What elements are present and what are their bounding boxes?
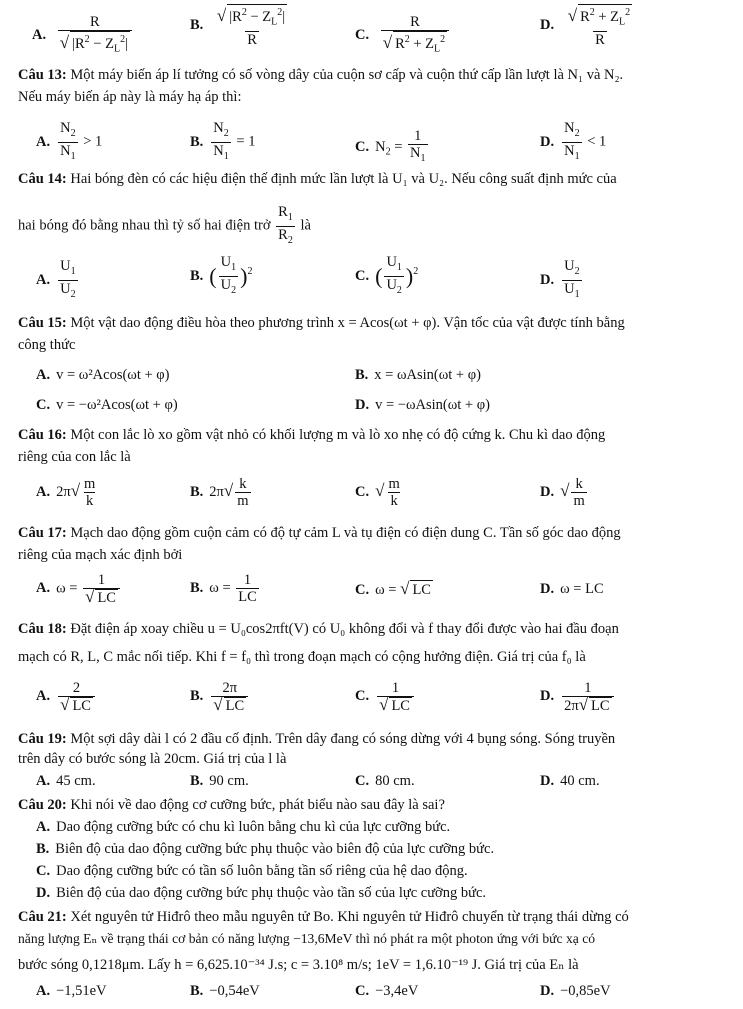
q16-option-c: C. √ $\frac{m}{k}$ [355, 476, 400, 509]
q16-option-a: A. 2π√ $\frac{m}{k}$ [36, 476, 96, 509]
top-option-d: D. $\frac{√ R^2 + Z_L^2}{R}$ [540, 4, 636, 48]
q18-line1: Câu 18: Đặt điện áp xoay chiều u = U₀cos2πft(V) có U₀ không đổi và f thay đổi được vào hai đầu đoạn [18, 621, 619, 637]
q15-option-a: A. v = ω²Acos(ωt + φ) [36, 367, 170, 383]
top-option-a-formula: $\frac{R}{√ |R^2 - Z_L^2|}$ [58, 14, 132, 58]
q17-option-b: B. ω = $\frac{1}{LC}$ [190, 572, 257, 605]
q13-option-a: A. $\frac{N_2}{N_1}$ > 1 [36, 120, 102, 165]
q20-option-c: C. Dao động cưỡng bức có tần số luôn bằng tần số riêng của hệ dao động. [36, 863, 468, 879]
q16-line2: riêng của con lắc là [18, 449, 131, 465]
q17-option-d: D. ω = LC [540, 581, 604, 597]
q13-option-b: B. $\frac{N_2}{N_1}$ = 1 [190, 120, 255, 165]
q17-option-c: C. ω = √ LC [355, 579, 431, 598]
q14-option-c: C. ( $\frac{U_1}{U_2}$ )$^2$ [355, 254, 418, 299]
q15-line1: Câu 15: Một vật dao động điều hòa theo phương trình x = Acos(ωt + φ). Vận tốc của vật được tính bằng [18, 315, 625, 331]
q20-option-b: B. Biên độ của dao động cưỡng bức phụ thuộc vào biên độ của lực cưỡng bức. [36, 841, 495, 857]
q20-option-d: D. Biên độ của dao động cưỡng bức phụ thuộc vào tần số của lực cưỡng bức. [36, 885, 487, 901]
q21-option-a: A. −1,51eV [36, 983, 107, 999]
top-option-c: C. $\frac{R}{√ R^2 + Z_L^2}$ [355, 14, 451, 58]
q17-line1: Câu 17: Mạch dao động gồm cuộn cảm có độ tự cảm L và tụ điện có điện dung C. Tần số góc dao động [18, 525, 621, 541]
q18-option-a: A. $\frac{2}{√ LC}$ [36, 680, 97, 714]
q17-line2: riêng của mạch xác định bởi [18, 547, 183, 563]
q15-option-b: B. x = ωAsin(ωt + φ) [355, 367, 481, 383]
q21-line2: năng lượng Eₙ về trạng thái cơ bản có năng lượng −13,6MeV thì nó phát ra một photon ứng với bức xạ có [18, 931, 596, 946]
top-option-c-formula: $\frac{R}{√ R^2 + Z_L^2}$ [381, 14, 449, 58]
q18-option-c: C. $\frac{1}{√ LC}$ [355, 680, 416, 714]
q19-line2: trên dây có bước sóng là 20cm. Giá trị của l là [18, 751, 287, 767]
q19-option-a: A. 45 cm. [36, 773, 96, 789]
q14-option-b: B. ( $\frac{U_1}{U_2}$ )$^2$ [190, 254, 252, 299]
q21-line1: Câu 21: Xét nguyên tử Hiđrô theo mẫu nguyên tử Bo. Khi nguyên tử Hiđrô chuyển từ trạng thái dừng có [18, 909, 629, 925]
q19-option-b: B. 90 cm. [190, 773, 249, 789]
top-option-a: A. $\frac{R}{√ |R^2 - Z_L^2|}$ [32, 14, 134, 58]
q21-option-c: C. −3,4eV [355, 983, 419, 999]
q19-line1: Câu 19: Một sợi dây dài l có 2 đầu cố định. Trên dây đang có sóng dừng với 4 bụng sóng. Sóng truyền [18, 731, 616, 747]
q21-line3: bước sóng 0,1218μm. Lấy h = 6,625.10⁻³⁴ J.s; c = 3.10⁸ m/s; 1eV = 1,6.10⁻¹⁹ J. Giá trị của Eₙ là [18, 957, 579, 973]
q18-line2: mạch có R, L, C mắc nối tiếp. Khi f = f₀ thì trong đoạn mạch có cộng hưởng điện. Giá trị của f₀ là [18, 649, 586, 665]
q19-option-d: D. 40 cm. [540, 773, 600, 789]
top-option-b-formula: $\frac{√ |R^2 - Z_L^2|}{R}$ [216, 5, 286, 48]
q13-line2: Nếu máy biến áp này là máy hạ áp thì: [18, 89, 242, 105]
q16-line1: Câu 16: Một con lắc lò xo gồm vật nhỏ có khối lượng m và lò xo nhẹ có độ cứng k. Chu kì dao động [18, 427, 606, 443]
q15-option-c: C. v = −ω²Acos(ωt + φ) [36, 397, 178, 413]
q15-line2: công thức [18, 337, 76, 353]
q20-line1: Câu 20: Khi nói về dao động cơ cưỡng bức, phát biểu nào sau đây là sai? [18, 797, 445, 813]
q13-option-c: C. $N_2$ = $\frac{1}{N_1}$ [355, 128, 430, 167]
q19-option-c: C. 80 cm. [355, 773, 415, 789]
q18-option-d: D. $\frac{1}{2\pi√ LC}$ [540, 680, 616, 714]
q21-option-d: D. −0,85eV [540, 983, 611, 999]
q13-option-d: D. $\frac{N_2}{N_1}$ < 1 [540, 120, 606, 165]
q14-option-d: D. $\frac{U_2}{U_1}$ [540, 258, 584, 303]
q14-line1: Câu 14: Hai bóng đèn có các hiệu điện thế định mức lần lượt là U₁ và U₂. Nếu công suất định mức của [18, 171, 617, 187]
q21-option-b: B. −0,54eV [190, 983, 260, 999]
top-option-d-formula: $\frac{√ R^2 + Z_L^2}{R}$ [567, 5, 631, 48]
q20-option-a: A. Dao động cưỡng bức có chu kì luôn bằng chu kì của lực cưỡng bức. [36, 819, 451, 835]
q16-option-d: D. √ $\frac{k}{m}$ [540, 476, 585, 509]
q18-option-b: B. $\frac{2\pi}{√ LC}$ [190, 680, 250, 714]
q15-option-d: D. v = −ωAsin(ωt + φ) [355, 397, 490, 413]
top-option-b: B. $\frac{√ |R^2 - Z_L^2|}{R}$ [190, 4, 291, 48]
q17-option-a: A. ω = $\frac{1}{√ LC}$ [36, 572, 122, 606]
q14-line2: hai bóng đó bằng nhau thì tỷ số hai điện trở $\frac{R_1}{R_2}$ là [18, 204, 727, 249]
q14-option-a: A. $\frac{U_1}{U_2}$ [36, 258, 80, 303]
q16-option-b: B. 2π√ $\frac{k}{m}$ [190, 476, 249, 509]
q13-line1: Câu 13: Một máy biến áp lí tưởng có số vòng dây của cuộn sơ cấp và cuộn thứ cấp lần lượt là N₁ và N₂. [18, 67, 624, 83]
